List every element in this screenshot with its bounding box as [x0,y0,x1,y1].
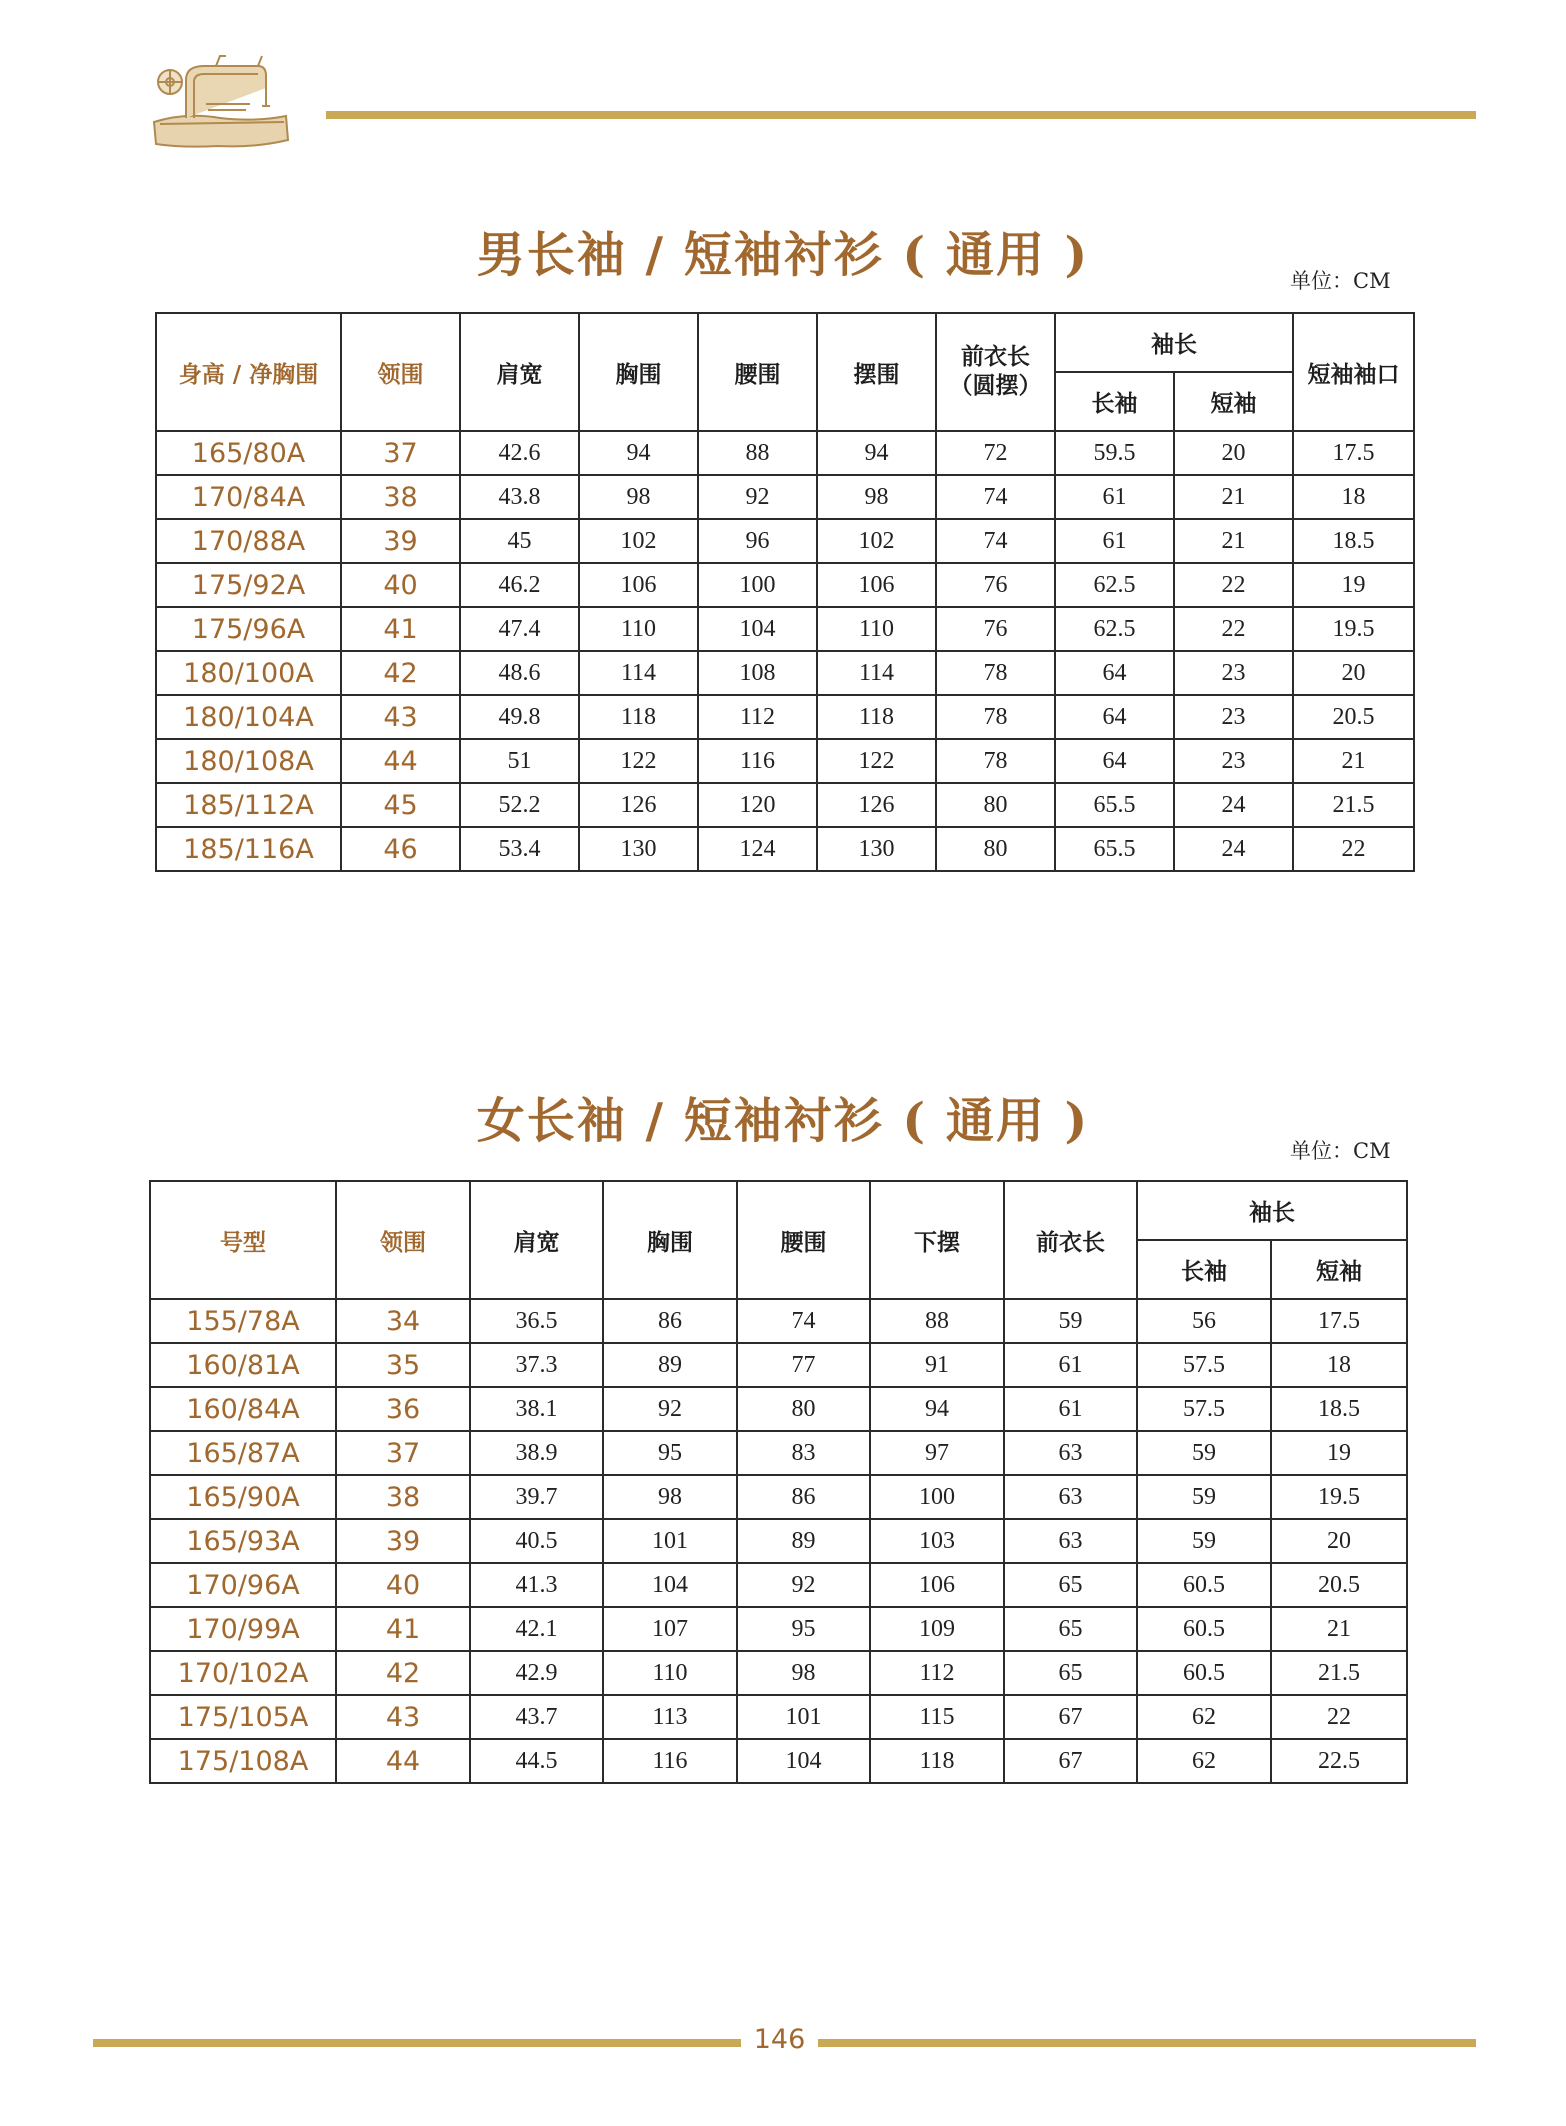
page-number: 146 [753,2024,806,2055]
value-cell: 61 [1055,475,1174,519]
value-cell: 62 [1137,1739,1271,1783]
value-cell: 107 [603,1607,737,1651]
value-cell: 47.4 [460,607,579,651]
value-cell: 92 [737,1563,870,1607]
value-cell: 48.6 [460,651,579,695]
value-cell: 108 [698,651,817,695]
value-cell: 38.1 [470,1387,603,1431]
value-cell: 67 [1004,1739,1137,1783]
value-cell: 115 [870,1695,1004,1739]
value-cell: 74 [936,475,1055,519]
table-row [150,1431,1407,1475]
value-cell: 38.9 [470,1431,603,1475]
value-cell: 95 [603,1431,737,1475]
value-cell: 104 [737,1739,870,1783]
value-cell: 116 [603,1739,737,1783]
value-cell: 20 [1271,1519,1407,1563]
value-cell: 19 [1271,1431,1407,1475]
size-cell: 175/105A [150,1695,336,1739]
value-cell: 98 [737,1651,870,1695]
size-cell: 180/108A [156,739,341,783]
table-row [156,783,1414,827]
value-cell: 18.5 [1293,519,1414,563]
header-size: 身高 / 净胸围 [156,313,341,431]
value-cell: 24 [1174,827,1293,871]
value-cell: 62 [1137,1695,1271,1739]
size-cell: 165/93A [150,1519,336,1563]
value-cell: 22 [1174,563,1293,607]
table-row [150,1563,1407,1607]
header-sleeve-long: 长袖 [1055,372,1174,431]
value-cell: 120 [698,783,817,827]
value-cell: 98 [603,1475,737,1519]
collar-cell: 43 [341,695,460,739]
value-cell: 104 [603,1563,737,1607]
value-cell: 57.5 [1137,1343,1271,1387]
value-cell: 100 [870,1475,1004,1519]
value-cell: 104 [698,607,817,651]
value-cell: 61 [1004,1387,1137,1431]
header-size: 号型 [150,1181,336,1299]
header-rule [326,111,1476,119]
value-cell: 19.5 [1293,607,1414,651]
header-short-cuff: 短袖袖口 [1293,313,1414,431]
collar-cell: 40 [336,1563,470,1607]
value-cell: 86 [603,1299,737,1343]
value-cell: 65 [1004,1607,1137,1651]
value-cell: 61 [1004,1343,1137,1387]
value-cell: 126 [817,783,936,827]
size-cell: 165/87A [150,1431,336,1475]
value-cell: 18 [1271,1343,1407,1387]
value-cell: 62.5 [1055,563,1174,607]
value-cell: 20.5 [1271,1563,1407,1607]
value-cell: 59.5 [1055,431,1174,475]
header-chest: 胸围 [579,313,698,431]
header-front-length: 前衣长 [1004,1181,1137,1299]
value-cell: 106 [579,563,698,607]
value-cell: 77 [737,1343,870,1387]
value-cell: 83 [737,1431,870,1475]
collar-cell: 42 [341,651,460,695]
value-cell: 23 [1174,739,1293,783]
size-cell: 165/90A [150,1475,336,1519]
size-cell: 155/78A [150,1299,336,1343]
value-cell: 59 [1004,1299,1137,1343]
value-cell: 57.5 [1137,1387,1271,1431]
value-cell: 76 [936,607,1055,651]
value-cell: 72 [936,431,1055,475]
table-row [150,1475,1407,1519]
value-cell: 49.8 [460,695,579,739]
size-cell: 165/80A [156,431,341,475]
value-cell: 46.2 [460,563,579,607]
size-cell: 185/116A [156,827,341,871]
value-cell: 86 [737,1475,870,1519]
value-cell: 45 [460,519,579,563]
value-cell: 95 [737,1607,870,1651]
table-row [150,1387,1407,1431]
value-cell: 110 [603,1651,737,1695]
header-waist: 腰围 [737,1181,870,1299]
table-row [156,475,1414,519]
header-hem: 摆围 [817,313,936,431]
value-cell: 122 [579,739,698,783]
value-cell: 89 [737,1519,870,1563]
value-cell: 39.7 [470,1475,603,1519]
value-cell: 51 [460,739,579,783]
value-cell: 65.5 [1055,783,1174,827]
collar-cell: 41 [336,1607,470,1651]
value-cell: 61 [1055,519,1174,563]
value-cell: 42.9 [470,1651,603,1695]
value-cell: 21 [1271,1607,1407,1651]
value-cell: 80 [936,783,1055,827]
table-row [150,1607,1407,1651]
value-cell: 114 [817,651,936,695]
value-cell: 110 [579,607,698,651]
value-cell: 101 [603,1519,737,1563]
header-shoulder: 肩宽 [460,313,579,431]
table-row [150,1343,1407,1387]
collar-cell: 41 [341,607,460,651]
footer-rule-left [93,2039,741,2047]
size-cell: 185/112A [156,783,341,827]
value-cell: 17.5 [1293,431,1414,475]
value-cell: 21 [1174,475,1293,519]
value-cell: 101 [737,1695,870,1739]
men-size-table [155,312,1415,872]
table-row [150,1695,1407,1739]
header-sleeve-long: 长袖 [1137,1240,1271,1299]
value-cell: 59 [1137,1519,1271,1563]
table-row [156,695,1414,739]
value-cell: 78 [936,651,1055,695]
value-cell: 106 [817,563,936,607]
table-row [156,563,1414,607]
value-cell: 64 [1055,739,1174,783]
size-cell: 175/108A [150,1739,336,1783]
collar-cell: 46 [341,827,460,871]
value-cell: 21.5 [1271,1651,1407,1695]
value-cell: 78 [936,695,1055,739]
value-cell: 64 [1055,695,1174,739]
value-cell: 17.5 [1271,1299,1407,1343]
value-cell: 94 [870,1387,1004,1431]
value-cell: 42.6 [460,431,579,475]
value-cell: 43.7 [470,1695,603,1739]
value-cell: 37.3 [470,1343,603,1387]
value-cell: 19 [1293,563,1414,607]
value-cell: 96 [698,519,817,563]
value-cell: 92 [698,475,817,519]
value-cell: 100 [698,563,817,607]
collar-cell: 40 [341,563,460,607]
value-cell: 21 [1174,519,1293,563]
value-cell: 102 [817,519,936,563]
value-cell: 42.1 [470,1607,603,1651]
value-cell: 40.5 [470,1519,603,1563]
collar-cell: 45 [341,783,460,827]
table-row [156,827,1414,871]
header-front-length: 前衣长 （圆摆） [936,313,1055,431]
size-cell: 175/92A [156,563,341,607]
value-cell: 103 [870,1519,1004,1563]
value-cell: 94 [579,431,698,475]
value-cell: 118 [579,695,698,739]
header-sleeve-short: 短袖 [1174,372,1293,431]
value-cell: 130 [817,827,936,871]
value-cell: 53.4 [460,827,579,871]
value-cell: 65.5 [1055,827,1174,871]
collar-cell: 37 [336,1431,470,1475]
value-cell: 122 [817,739,936,783]
size-cell: 170/99A [150,1607,336,1651]
value-cell: 41.3 [470,1563,603,1607]
value-cell: 106 [870,1563,1004,1607]
value-cell: 92 [603,1387,737,1431]
table-row [150,1651,1407,1695]
collar-cell: 37 [341,431,460,475]
collar-cell: 43 [336,1695,470,1739]
women-size-table [149,1180,1408,1784]
size-cell: 170/96A [150,1563,336,1607]
size-cell: 160/84A [150,1387,336,1431]
women-table-title: 女长袖 / 短袖衬衫 ( 通用 ) [476,1093,1090,1149]
value-cell: 102 [579,519,698,563]
value-cell: 22 [1293,827,1414,871]
value-cell: 18.5 [1271,1387,1407,1431]
header-sleeve: 袖长 [1137,1181,1407,1240]
value-cell: 43.8 [460,475,579,519]
header-collar: 领围 [336,1181,470,1299]
value-cell: 23 [1174,651,1293,695]
value-cell: 112 [870,1651,1004,1695]
table-row [156,519,1414,563]
collar-cell: 44 [336,1739,470,1783]
value-cell: 20 [1293,651,1414,695]
table-row [150,1739,1407,1783]
value-cell: 20.5 [1293,695,1414,739]
header-collar: 领围 [341,313,460,431]
value-cell: 126 [579,783,698,827]
value-cell: 74 [936,519,1055,563]
value-cell: 44.5 [470,1739,603,1783]
value-cell: 112 [698,695,817,739]
men-unit-label: 单位：CM [1290,269,1391,293]
value-cell: 80 [737,1387,870,1431]
value-cell: 56 [1137,1299,1271,1343]
collar-cell: 38 [341,475,460,519]
value-cell: 94 [817,431,936,475]
value-cell: 67 [1004,1695,1137,1739]
table-row [156,607,1414,651]
value-cell: 80 [936,827,1055,871]
value-cell: 59 [1137,1475,1271,1519]
value-cell: 130 [579,827,698,871]
size-cell: 175/96A [156,607,341,651]
value-cell: 52.2 [460,783,579,827]
value-cell: 23 [1174,695,1293,739]
value-cell: 64 [1055,651,1174,695]
size-cell: 170/84A [156,475,341,519]
table-row [150,1299,1407,1343]
value-cell: 60.5 [1137,1607,1271,1651]
value-cell: 60.5 [1137,1563,1271,1607]
header-waist: 腰围 [698,313,817,431]
collar-cell: 35 [336,1343,470,1387]
header-chest: 胸围 [603,1181,737,1299]
men-table-title: 男长袖 / 短袖衬衫 ( 通用 ) [476,227,1090,283]
value-cell: 78 [936,739,1055,783]
collar-cell: 34 [336,1299,470,1343]
value-cell: 19.5 [1271,1475,1407,1519]
collar-cell: 39 [341,519,460,563]
collar-cell: 42 [336,1651,470,1695]
women-unit-label: 单位：CM [1290,1139,1391,1163]
size-cell: 180/104A [156,695,341,739]
value-cell: 20 [1174,431,1293,475]
value-cell: 76 [936,563,1055,607]
value-cell: 124 [698,827,817,871]
footer-rule-right [818,2039,1476,2047]
value-cell: 21.5 [1293,783,1414,827]
value-cell: 109 [870,1607,1004,1651]
value-cell: 22.5 [1271,1739,1407,1783]
collar-cell: 36 [336,1387,470,1431]
collar-cell: 39 [336,1519,470,1563]
value-cell: 60.5 [1137,1651,1271,1695]
value-cell: 91 [870,1343,1004,1387]
value-cell: 89 [603,1343,737,1387]
header-hem: 下摆 [870,1181,1004,1299]
size-cell: 170/102A [150,1651,336,1695]
value-cell: 118 [817,695,936,739]
value-cell: 114 [579,651,698,695]
value-cell: 21 [1293,739,1414,783]
value-cell: 63 [1004,1431,1137,1475]
collar-cell: 44 [341,739,460,783]
value-cell: 63 [1004,1519,1137,1563]
value-cell: 97 [870,1431,1004,1475]
value-cell: 36.5 [470,1299,603,1343]
size-cell: 180/100A [156,651,341,695]
table-row [156,739,1414,783]
header-sleeve: 袖长 [1055,313,1293,372]
value-cell: 88 [698,431,817,475]
header-sleeve-short: 短袖 [1271,1240,1407,1299]
size-cell: 160/81A [150,1343,336,1387]
value-cell: 18 [1293,475,1414,519]
value-cell: 65 [1004,1563,1137,1607]
value-cell: 98 [817,475,936,519]
table-row [150,1519,1407,1563]
value-cell: 62.5 [1055,607,1174,651]
value-cell: 63 [1004,1475,1137,1519]
value-cell: 65 [1004,1651,1137,1695]
value-cell: 118 [870,1739,1004,1783]
sewing-machine-icon [146,52,294,154]
value-cell: 88 [870,1299,1004,1343]
value-cell: 113 [603,1695,737,1739]
value-cell: 98 [579,475,698,519]
table-row [156,431,1414,475]
size-cell: 170/88A [156,519,341,563]
value-cell: 24 [1174,783,1293,827]
value-cell: 110 [817,607,936,651]
value-cell: 22 [1271,1695,1407,1739]
table-row [156,651,1414,695]
value-cell: 59 [1137,1431,1271,1475]
collar-cell: 38 [336,1475,470,1519]
value-cell: 116 [698,739,817,783]
value-cell: 22 [1174,607,1293,651]
value-cell: 74 [737,1299,870,1343]
header-shoulder: 肩宽 [470,1181,603,1299]
